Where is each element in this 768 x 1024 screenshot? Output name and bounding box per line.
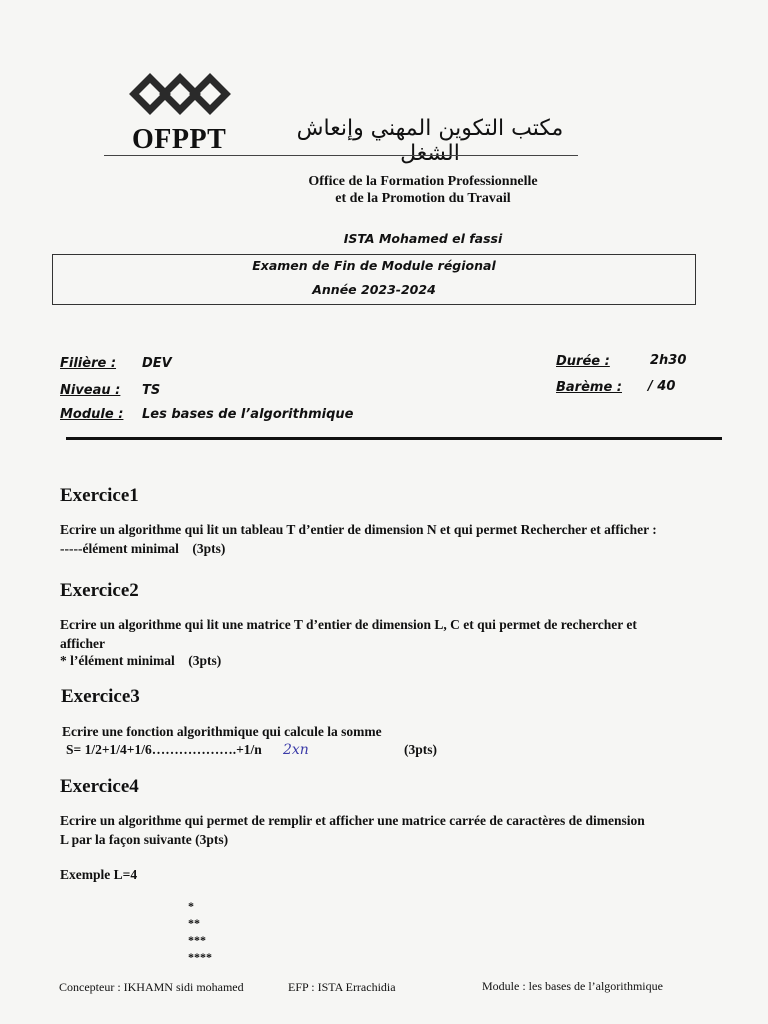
bareme-label: Barème : (556, 380, 622, 395)
filiere-value: DEV (142, 356, 172, 371)
office-name-line1: Office de la Formation Professionnelle (308, 174, 538, 189)
niveau-value: TS (142, 383, 161, 398)
pattern-row-4: **** (188, 950, 212, 964)
exercise-1-statement: Ecrire un algorithme qui lit un tableau T d’entier de dimension N et qui permet Rechercher et afficher : (60, 522, 657, 537)
exercise-2-item: * l’élément minimal (3pts) (60, 653, 222, 668)
exercise-3-points: (3pts) (404, 742, 437, 757)
footer-module: Module : les bases de l’algorithmique (482, 979, 663, 993)
handwritten-note: 2xn (283, 742, 309, 758)
exercise-4-statement-cont: L par la façon suivante (3pts) (60, 832, 229, 847)
exercise-2-statement: Ecrire un algorithme qui lit une matrice T d’entier de dimension L, C et qui permet de rechercher et (60, 617, 637, 632)
module-value: Les bases de l’algorithmique (142, 407, 354, 422)
exercise-2-title: Exercice2 (60, 580, 139, 601)
exercise-3-title: Exercice3 (61, 686, 140, 707)
exercise-4-statement: Ecrire un algorithme qui permet de remplir et afficher une matrice carrée de caractères de dimension (60, 813, 645, 828)
institute-name: ISTA Mohamed el fassi (343, 231, 503, 246)
arabic-organization-name: مكتب التكوين المهني وإنعاش الشغل (296, 116, 564, 166)
pattern-row-3: *** (188, 933, 206, 947)
header-divider (104, 155, 578, 156)
exercise-1-title: Exercice1 (60, 485, 139, 506)
logo-text: OFPPT (132, 124, 227, 155)
module-label: Module : (60, 407, 124, 422)
exercise-1-item: -----élément minimal (3pts) (60, 541, 226, 556)
exercise-3-formula: S= 1/2+1/4+1/6……………….+1/n (66, 742, 262, 757)
exercise-4-title: Exercice4 (60, 776, 139, 797)
duree-label: Durée : (556, 354, 610, 369)
filiere-label: Filière : (60, 356, 117, 371)
exam-title: Examen de Fin de Module régional (252, 258, 496, 273)
footer-concepteur: Concepteur : IKHAMN sidi mohamed (59, 980, 244, 994)
exercise-3-statement: Ecrire une fonction algorithmique qui calcule la somme (62, 724, 382, 739)
ofppt-logo-icon (128, 68, 232, 120)
exercise-2-statement-cont: afficher (60, 636, 105, 651)
pattern-row-2: ** (188, 916, 200, 930)
meta-divider (66, 437, 722, 440)
niveau-label: Niveau : (60, 383, 121, 398)
duree-value: 2h30 (650, 353, 687, 368)
pattern-row-1: * (188, 899, 194, 913)
footer-efp: EFP : ISTA Errachidia (288, 980, 396, 994)
exam-year: Année 2023-2024 (312, 282, 436, 297)
office-name-line2: et de la Promotion du Travail (335, 191, 511, 206)
bareme-value: / 40 (648, 379, 676, 394)
example-label: Exemple L=4 (60, 867, 138, 882)
